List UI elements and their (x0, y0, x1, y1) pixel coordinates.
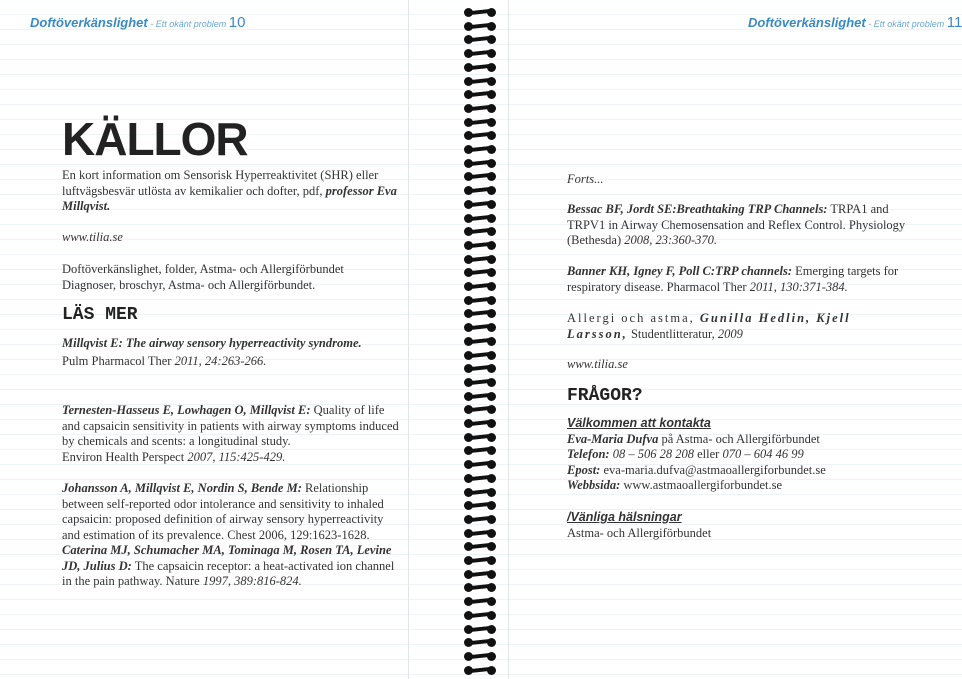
ring-icon (464, 392, 496, 402)
reference-item (62, 543, 402, 590)
ring-icon (464, 159, 496, 169)
intro-body: En kort information om Sensorisk Hyperreaktivitet (SHR) eller luftvägsbesvär utlösta av kemikalier och dofter, pdf, (62, 168, 379, 198)
header-title: Doftöverkänslighet (748, 15, 866, 30)
web-label: Webbsida: (567, 478, 621, 492)
ring-icon (464, 556, 496, 566)
reference-details: 2011, 130:371-384. (749, 279, 848, 294)
header-subtitle: - Ett okänt problem (865, 19, 947, 29)
ring-icon (464, 172, 496, 182)
contact-welcome: Välkommen att kontakta (567, 416, 711, 430)
ring-icon (464, 104, 496, 114)
ring-icon (464, 529, 496, 539)
ring-icon (464, 583, 496, 593)
page-header (748, 14, 962, 31)
phone-or: eller (693, 447, 723, 461)
ring-icon (464, 433, 496, 443)
ring-icon (464, 542, 496, 552)
reference-journal: Pulm Pharmacol Ther (62, 353, 175, 368)
url-link[interactable]: www.tilia.se (567, 357, 628, 371)
reference-title: Breathtaking TRP Channels: (676, 202, 828, 216)
reference-authors: Banner KH, Igney F, Poll C: (567, 264, 716, 278)
ring-icon (464, 35, 496, 45)
intro-text (62, 168, 402, 215)
las-mer-heading: LÄS MER (62, 305, 138, 325)
ring-icon (464, 145, 496, 155)
page-number: 11 (946, 14, 962, 31)
ring-icon (464, 625, 496, 635)
web-link[interactable]: www.astmaoallergiforbundet.se (620, 478, 783, 492)
ring-icon (464, 77, 496, 87)
ring-icon (464, 405, 496, 415)
reference-body: Quality of life and capsaicin sensitivity in patients with airway symptoms induced by chemicals and scents: a longitudinal study. (62, 403, 399, 448)
reference-title: TRP channels: (715, 264, 793, 278)
reference-body: The capsaicin receptor: a heat-activated ion channel in the pain pathway. Nature (62, 558, 395, 588)
header-subtitle: - Ett okänt problem (147, 19, 229, 29)
ring-icon (464, 309, 496, 319)
page-number: 10 (228, 14, 246, 31)
reference-item (62, 336, 402, 369)
ring-icon (464, 611, 496, 621)
reference-year: 2009 (717, 326, 743, 341)
reference-details: 2007, 115:425-429. (187, 449, 286, 464)
ring-icon (464, 186, 496, 196)
ring-icon (464, 323, 496, 333)
reference-item (567, 311, 907, 342)
ring-icon (464, 282, 496, 292)
reference-authors: Johansson A, Millqvist E, Nordin S, Bende M: (62, 481, 302, 495)
reference-item (567, 202, 907, 249)
header-title: Doftöverkänslighet (30, 15, 148, 30)
ring-icon (464, 652, 496, 662)
ring-icon (464, 22, 496, 32)
ring-icon (464, 378, 496, 388)
closing-block (567, 510, 907, 541)
continued-label: Forts... (567, 172, 604, 186)
ring-icon (464, 364, 496, 374)
reference-authors: Bessac BF, Jordt SE: (567, 202, 677, 216)
folder-item: Diagnoser, broschyr, Astma- och Allergiförbundet. (62, 277, 316, 292)
reference-item (62, 481, 402, 543)
reference-body: TRPA1 and TRPV1 in Airway Chemosensation and Reflex Control. Physiology (Bethesda) (567, 202, 906, 247)
ring-icon (464, 255, 496, 265)
email-label: Epost: (567, 462, 601, 477)
reference-authors: Ternesten-Hasseus E, Lowhagen O, Millqvist E: (62, 403, 311, 417)
ring-icon (464, 351, 496, 361)
email-link[interactable]: eva-maria.dufva@astmaoallergiforbundet.se (600, 462, 826, 477)
phone-label: Telefon: (567, 447, 610, 461)
ring-icon (464, 200, 496, 210)
page-title: KÄLLOR (62, 113, 248, 165)
ring-icon (464, 638, 496, 648)
reference-authors: Caterina MJ, Schumacher MA, Tominaga M, Rosen TA, Levine JD, Julius D: (62, 543, 392, 573)
contact-name: Eva-Maria Dufva (567, 431, 659, 446)
ring-icon (464, 666, 496, 676)
ring-icon (464, 474, 496, 484)
organization: Astma- och Allergiförbundet (567, 525, 712, 540)
reference-details: 2011, 24:263-266. (174, 353, 267, 368)
ring-icon (464, 570, 496, 580)
reference-item (62, 403, 402, 465)
ring-icon (464, 49, 496, 59)
reference-journal: Environ Health Perspect (62, 449, 188, 464)
ring-icon (464, 446, 496, 456)
spiral-binding (460, 0, 500, 679)
reference-body: Allergi och astma, (567, 311, 700, 325)
ring-icon (464, 488, 496, 498)
margin-line (408, 0, 409, 679)
ring-icon (464, 515, 496, 525)
ring-icon (464, 419, 496, 429)
ring-icon (464, 597, 496, 607)
ring-icon (464, 118, 496, 128)
contact-org: på Astma- och Allergiförbundet (658, 431, 820, 446)
greeting: /Vänliga hälsningar (567, 510, 682, 524)
phone-number: 08 – 506 28 208 (609, 447, 694, 461)
fragor-heading: FRÅGOR? (567, 386, 643, 406)
reference-details: 1997, 389:816-824. (202, 574, 302, 588)
ring-icon (464, 8, 496, 18)
reference-title: Millqvist E: The airway sensory hyperreactivity syndrome. (62, 336, 362, 350)
reference-body: Emerging targets for respiratory disease. Pharmacol Ther (567, 264, 899, 294)
ring-icon (464, 337, 496, 347)
ring-icon (464, 214, 496, 224)
reference-authors: Gunilla Hedlin, Kjell Larsson, (567, 311, 851, 341)
reference-item (567, 264, 907, 295)
ring-icon (464, 227, 496, 237)
reference-body: Studentlitteratur, (627, 326, 718, 341)
reference-body: Relationship between self-reported odor intolerance and sensitivity to inhaled capsaicin: proposed definition of airway sensory hyperreactivity and estimation of its prevalence. Chest 2006, 129:1623-1628. (62, 481, 384, 542)
ring-icon (464, 296, 496, 306)
phone-number: 070 – 604 46 99 (722, 447, 804, 461)
folder-list (62, 262, 402, 293)
margin-line (508, 0, 509, 679)
ring-icon (464, 501, 496, 511)
ring-icon (464, 460, 496, 470)
intro-author: professor Eva Millqvist. (62, 183, 397, 213)
folder-item: Doftöverkänslighet, folder, Astma- och Allergiförbundet (62, 262, 344, 276)
reference-details: 2008, 23:360-370. (624, 233, 717, 247)
ring-icon (464, 241, 496, 251)
ring-icon (464, 90, 496, 100)
left-page (0, 0, 460, 679)
url-link[interactable]: www.tilia.se (62, 230, 123, 244)
ring-icon (464, 268, 496, 278)
page-header (30, 14, 245, 31)
right-page (500, 0, 960, 679)
contact-block (567, 416, 927, 494)
ring-icon (464, 131, 496, 141)
ring-icon (464, 63, 496, 73)
